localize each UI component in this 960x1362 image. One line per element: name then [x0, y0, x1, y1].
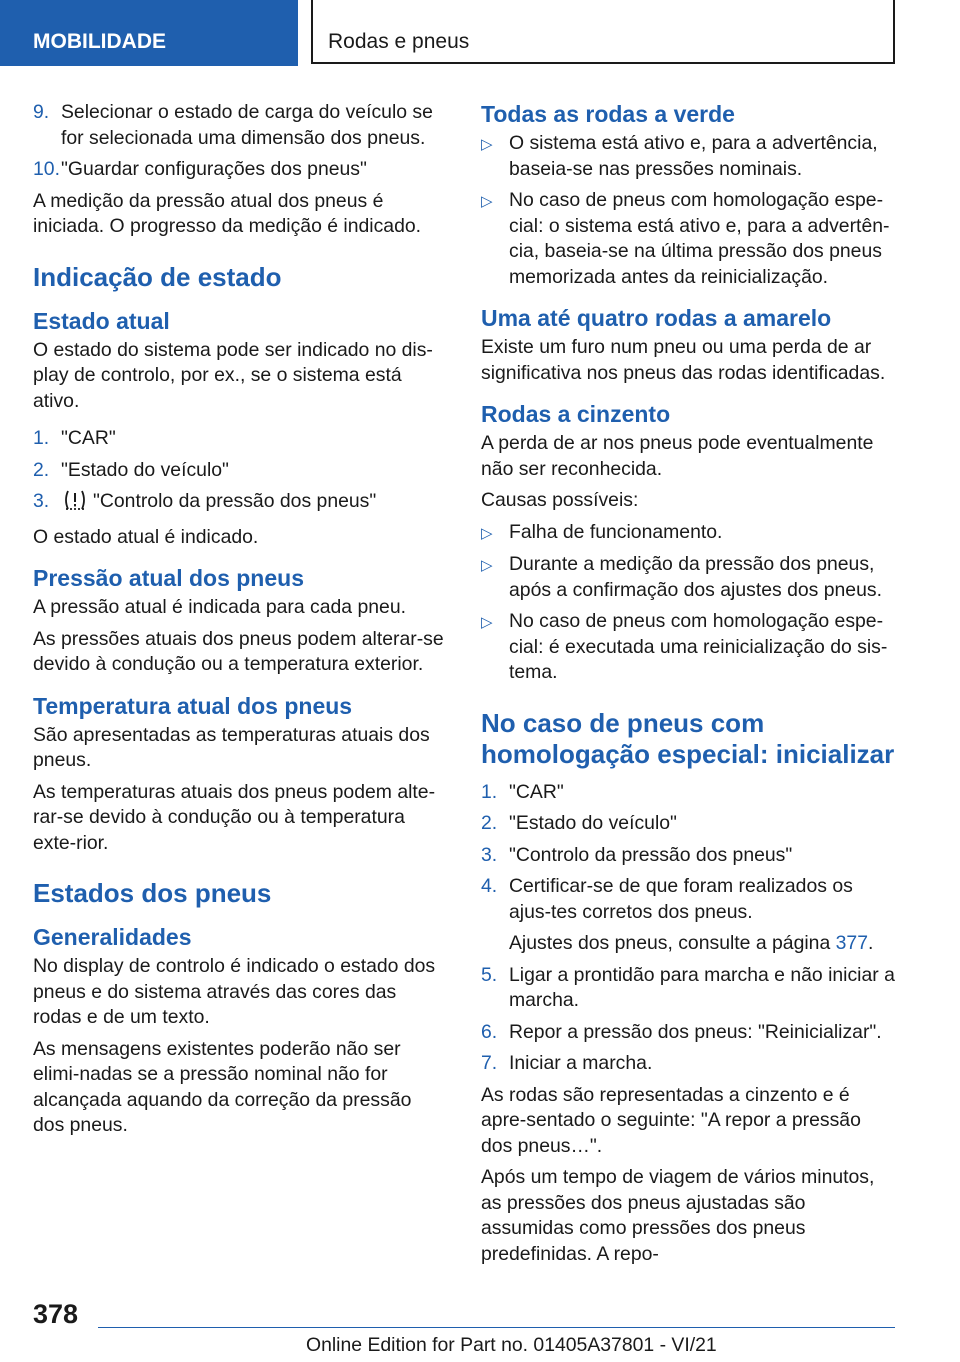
list-item [481, 1020, 895, 1046]
step-text: Iniciar a marcha. [509, 1052, 653, 1074]
reference-end: . [868, 932, 874, 954]
list-item [481, 131, 895, 182]
step-number: 7. [481, 1052, 498, 1074]
heading-current-temperature: Temperatura atual dos pneus [33, 692, 353, 719]
paragraph-general-1: No display de controlo é indicado o estado dos pneus e do sistema através das cores das rodas e de um texto. [33, 955, 436, 1028]
step-text: "Controlo da pressão dos pneus" [93, 490, 377, 512]
footer-divider [98, 1327, 895, 1328]
step-number: 3. [481, 843, 498, 866]
triangle-right-icon: ▷ [481, 524, 493, 542]
list-item [481, 874, 895, 925]
triangle-right-icon: ▷ [481, 614, 493, 631]
paragraph-pressure-2: As pressões atuais dos pneus podem alterar-se devido à condução ou a temperatura exterior. [33, 627, 444, 675]
step-text: Selecionar o estado de carga do veículo se for selecionada uma dimensão dos pneus. [61, 101, 433, 149]
step-number: 1. [33, 427, 50, 449]
list-item [481, 843, 895, 869]
step-text: Ligar a prontidão para marcha e não iniciar a marcha. [509, 963, 895, 1011]
step-text: Repor a pressão dos pneus: "Reinicializar". [509, 1020, 882, 1043]
step-number: 6. [481, 1020, 498, 1043]
list-item [481, 520, 895, 547]
reference-text: Ajustes dos pneus, consulte a página [509, 932, 836, 954]
cross-reference [509, 931, 895, 957]
list-item [481, 811, 895, 837]
heading-all-green: Todas as rodas a verde [481, 101, 735, 127]
step-text: "CAR" [61, 427, 116, 449]
list-item [33, 157, 448, 183]
step-number: 1. [481, 780, 498, 803]
heading-current-pressure: Pressão atual dos pneus [33, 565, 304, 591]
step-number: 9. [33, 101, 50, 123]
step-text: "Guardar configurações dos pneus" [61, 158, 367, 180]
list-item [481, 1051, 895, 1077]
bullet-text: Falha de funcionamento. [509, 520, 723, 543]
bullet-text: No caso de pneus com homologação espe-cial: o sistema está ativo e, para a advertên-cia, baseia-se na última pressão dos pneus memorizada antes da reinicialização. [509, 189, 890, 288]
step-number: 5. [481, 963, 498, 986]
bullet-text: O sistema está ativo e, para a advertência, baseia-se nas pressões nominais. [509, 132, 878, 180]
page-header [0, 0, 960, 66]
right-column [481, 100, 895, 1273]
paragraph-grey-wheels: As rodas são representadas a cinzento e é apre-sentado o seguinte: "A repor a pressão dos pneus…". [481, 1083, 861, 1157]
tire-pressure-warning-icon [63, 489, 87, 519]
step-text: "Controlo da pressão dos pneus" [509, 843, 793, 866]
paragraph-causes: Causas possíveis: [481, 489, 639, 511]
step-number: 2. [481, 812, 498, 834]
paragraph-temperature-2: As temperaturas atuais dos pneus podem alte-rar-se devido à condução ou à temperatura exte-rior. [33, 780, 436, 854]
paragraph-status-shown: O estado atual é indicado. [33, 525, 259, 548]
page-reference-link[interactable]: 377 [835, 932, 868, 954]
page-number: 378 [33, 1299, 79, 1329]
heading-yellow-wheels: Uma até quatro rodas a amarelo [481, 305, 832, 331]
list-item [33, 100, 448, 151]
paragraph-pressure-1: A pressão atual é indicada para cada pneu. [33, 596, 407, 618]
paragraph-measure: A medição da pressão atual dos pneus é iniciada. O progresso da medição é indicado. [33, 189, 422, 237]
heading-general: Generalidades [33, 924, 192, 950]
heading-current-state: Estado atual [33, 307, 170, 334]
paragraph-current-state: O estado do sistema pode ser indicado no dis-play de controlo, por ex., se o sistema está ativo. [33, 338, 433, 412]
triangle-right-icon: ▷ [481, 136, 493, 153]
triangle-right-icon: ▷ [481, 557, 493, 574]
heading-tire-states: Estados dos pneus [33, 878, 272, 908]
list-item [33, 426, 448, 452]
bullet-text: Durante a medição da pressão dos pneus, após a confirmação dos ajustes dos pneus. [509, 553, 882, 601]
footer-edition: Online Edition for Part no. 01405A37801 - VI/21 [306, 1334, 717, 1356]
heading-special-approval: No caso de pneus com homologação especial: inicializar [481, 707, 895, 769]
chapter-title: Rodas e pneus [311, 0, 895, 64]
section-tab: MOBILIDADE [0, 0, 298, 66]
list-item [481, 609, 895, 686]
list-item [33, 489, 448, 519]
list-item [481, 963, 895, 1014]
list-item [481, 188, 895, 290]
paragraph-after-drive: Após um tempo de viagem de vários minutos, as pressões dos pneus ajustadas são assumidas como pressões dos pneus predefinidas. A repo- [481, 1166, 875, 1265]
paragraph-general-2: As mensagens existentes poderão não ser elimi-nadas se a pressão nominal não for alcançada aquando da correção da pressão dos pneus. [33, 1037, 412, 1136]
list-item [481, 552, 895, 603]
triangle-right-icon: ▷ [481, 193, 493, 210]
step-number: 4. [481, 875, 498, 897]
step-number: 2. [33, 458, 50, 481]
heading-grey-wheels: Rodas a cinzento [481, 401, 671, 427]
list-item [33, 458, 448, 484]
left-column [33, 100, 448, 1145]
step-text: "Estado do veículo" [509, 812, 677, 834]
step-number: 3. [33, 490, 50, 512]
paragraph-grey: A perda de ar nos pneus pode eventualmente não ser reconhecida. [481, 432, 874, 480]
heading-status-indication: Indicação de estado [33, 261, 282, 292]
list-item [481, 780, 895, 806]
step-text: Certificar-se de que foram realizados os ajus-tes corretos dos pneus. [509, 875, 853, 923]
step-number: 10. [33, 158, 60, 180]
bullet-text: No caso de pneus com homologação espe-cial: é executada uma reinicialização do sis-tema. [509, 610, 888, 683]
step-text: "Estado do veículo" [61, 458, 229, 481]
paragraph-yellow: Existe um furo num pneu ou uma perda de ar significativa nos pneus das rodas identificadas. [481, 336, 886, 384]
paragraph-temperature-1: São apresentadas as temperaturas atuais dos pneus. [33, 723, 430, 771]
step-text: "CAR" [509, 780, 564, 803]
